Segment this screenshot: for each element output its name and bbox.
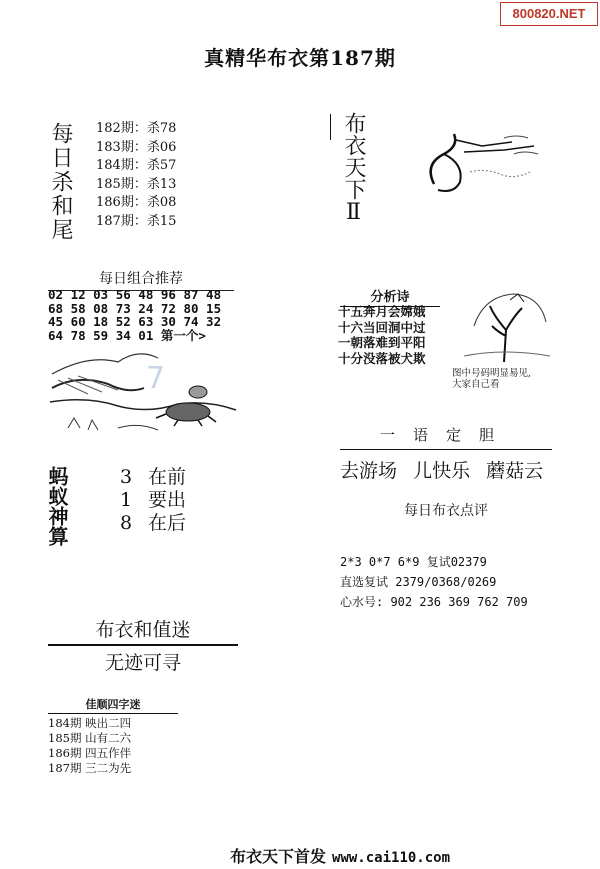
page-title: 真精华布衣第187期 — [204, 46, 396, 70]
combo-line: 02 12 03 56 48 96 87 48 — [48, 287, 222, 302]
combo-grid — [48, 288, 221, 342]
ant-list — [120, 466, 186, 535]
poem-line: 十五奔月会嫦娥 — [338, 304, 426, 319]
divider — [330, 114, 331, 140]
brand-vertical: 布衣天下Ⅱ — [341, 112, 366, 225]
tree-sketch-image — [454, 286, 554, 366]
one-word-items — [340, 456, 553, 483]
list-item: 184期：杀57 — [96, 158, 177, 173]
list-item: 去游场 — [340, 460, 398, 482]
combo-line: 68 58 08 73 24 72 80 15 — [48, 300, 222, 316]
list-item: 184期 映出二四 — [48, 716, 132, 730]
list-item: 187期：杀15 — [96, 213, 177, 229]
list-item: 1 要出 — [120, 489, 187, 511]
list-item: 187期 三二为先 — [48, 761, 132, 775]
list-item: 185期：杀13 — [96, 176, 177, 192]
list-item: 3 在前 — [120, 466, 187, 488]
poem-title: 分析诗 — [340, 286, 440, 307]
footer-url: www.cai110.com — [332, 850, 451, 866]
list-item: 185期 山有二六 — [48, 731, 132, 745]
daily-kill-list — [96, 120, 176, 231]
list-item: 186期 四五作伴 — [48, 746, 132, 760]
combo-line: 64 78 59 34 01 第一个> — [48, 327, 206, 343]
footer-brand: 布衣天下首发 — [230, 847, 327, 866]
review-title: 每日布衣点评 — [404, 503, 488, 519]
svg-text:7: 7 — [146, 361, 166, 396]
list-item: 儿快乐 — [413, 460, 471, 482]
poem-lines — [338, 304, 426, 366]
review-line: 心水号: 902 236 369 762 709 — [340, 595, 528, 609]
list-item: 183期：杀06 — [96, 139, 177, 155]
four-riddle-list — [48, 716, 131, 776]
list-item: 蘑菇云 — [486, 460, 544, 482]
ant-label: 蚂蚁神算 — [45, 466, 69, 546]
combo-title: 每日组合推荐 — [48, 268, 234, 291]
mix-title: 布衣和值迷 — [48, 615, 238, 646]
list-item: 182期：杀78 — [96, 121, 177, 136]
review-line: 2*3 0*7 6*9 复试02379 — [340, 555, 487, 569]
list-item: 8 在后 — [120, 512, 187, 534]
combo-line: 45 60 18 52 63 30 74 32 — [48, 314, 222, 329]
poem-line: 十六当回洞中过 — [338, 319, 426, 335]
review-line: 直选复试 2379/0368/0269 — [340, 575, 497, 589]
turtle-sketch-image — [48, 344, 238, 442]
tree-note: 图中号码明显易见, 大家自己看 — [452, 368, 532, 390]
site-watermark: 800820.NET — [500, 2, 598, 26]
review-codes — [340, 552, 528, 612]
mix-answer: 无迹可寻 — [104, 652, 181, 674]
poem-line: 一朝落难到平阳 — [338, 335, 426, 350]
rider-sketch-image — [404, 124, 554, 202]
poem-line: 十分没落被犬欺 — [338, 350, 426, 366]
one-word-title: 一语定胆 — [340, 424, 552, 450]
list-item: 186期：杀08 — [96, 195, 177, 210]
daily-kill-label: 每日杀和尾 — [48, 122, 73, 242]
four-riddle-title: 佳顺四字迷 — [48, 696, 178, 714]
footer — [230, 844, 450, 867]
